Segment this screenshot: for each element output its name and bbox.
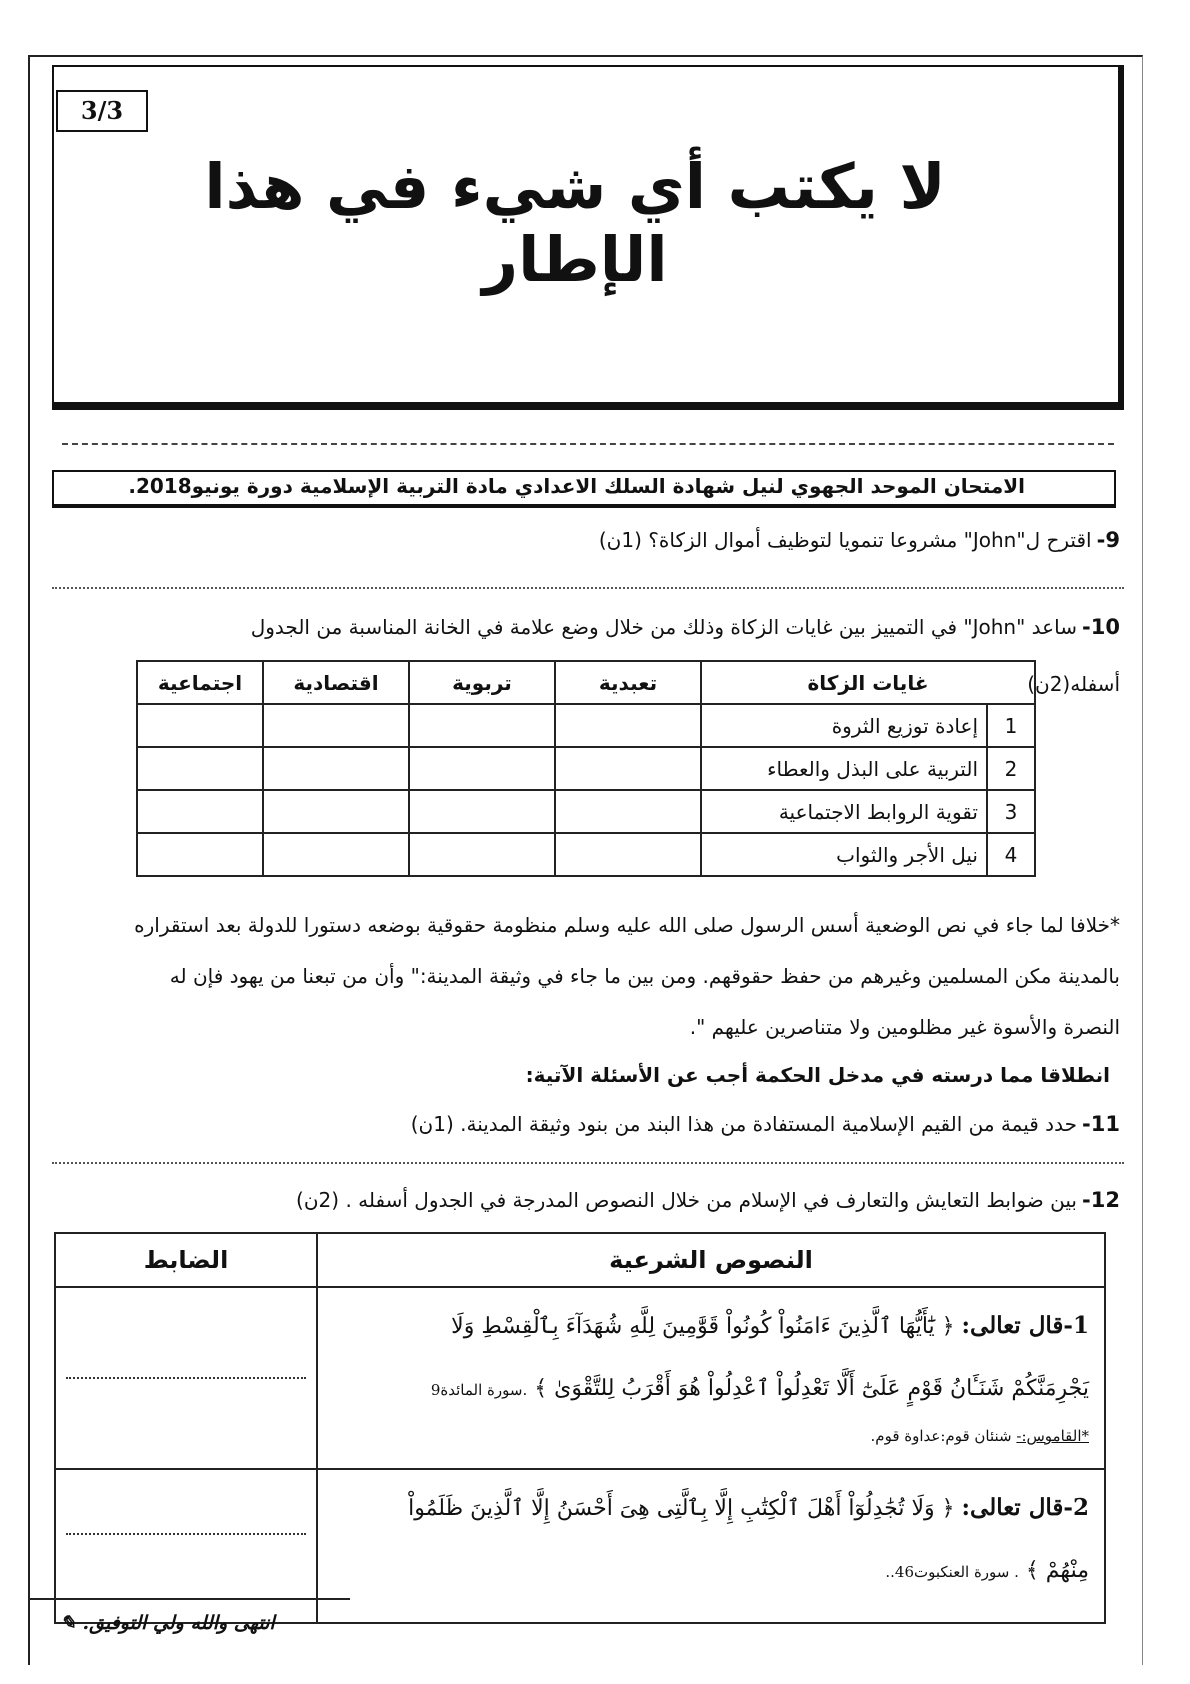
row-number: 3 [987,790,1035,833]
mark-cell[interactable] [555,747,701,790]
header-devotional: تعبدية [555,661,701,704]
mark-cell[interactable] [409,747,555,790]
cut-line [62,443,1114,445]
verse-text: يَجْرِمَنَّكُمْ شَنَـَٔانُ قَوْمٍ عَلَىٰٓ أَلَّا تَعْدِلُواْ ٱعْدِلُواْ هُوَ أَقْرَبُ لِلتَّقْوَىٰ ﴾ [534,1376,1089,1401]
question-text: ساعد "John" في التمييز بين غايات الزكاة وذلك من خلال وضع علامة في الخانة المناسبة من الجدول [250,615,1077,639]
row-goal: نيل الأجر والثواب [701,833,987,876]
question-number: 11- [1082,1112,1120,1136]
verse-block [319,1471,1103,1603]
table-row [55,1287,1105,1469]
verse-text: ﴿ يَٰٓأَيُّهَا ٱلَّذِينَ ءَامَنُواْ كُونُواْ قَوَّٰمِينَ لِلَّهِ شُهَدَآءَ بِٱلْقِسْطِ وَلَا [451,1314,955,1339]
header-educational: تربوية [409,661,555,704]
zakat-goals-table [136,660,1036,877]
table-row [137,704,1035,747]
dictionary-label: *القاموس:- [1016,1427,1089,1445]
header-goals: غايات الزكاة [701,661,1035,704]
closing-note: انتهى والله ولي التوفيق. ✎ [60,1612,275,1634]
mark-cell[interactable] [409,790,555,833]
verse-block [319,1289,1103,1451]
exam-title: الامتحان الموحد الجهوي لنيل شهادة السلك الاعدادي مادة التربية الإسلامية دورة يونيو2018. [128,474,1025,498]
table-row [137,790,1035,833]
verse-line [333,1295,1089,1358]
passage-line: بالمدينة مكن المسلمين وغيرهم من حفظ حقوقهم. ومن بين ما جاء في وثيقة المدينة:" وأن من تبعنا من يهود فإن له [169,964,1120,988]
table-header-row [55,1233,1105,1287]
row-number: 2 [987,747,1035,790]
mark-cell[interactable] [137,790,263,833]
row-number: 4 [987,833,1035,876]
row-number: 1 [987,704,1035,747]
table-row [137,747,1035,790]
verse-line [333,1540,1089,1603]
question-9 [60,528,1120,552]
passage-line: النصرة والأسوة غير مظلومين ولا متناصرين عليهم ". [689,1015,1120,1039]
verse-text: مِنْهُمْ ﴾ [1025,1558,1089,1583]
answer-line[interactable] [52,587,1124,589]
closing-rule [30,1598,350,1600]
question-11 [60,1112,1120,1136]
passage-line: *خلافا لما جاء في نص الوضعية أسس الرسول صلى الله عليه وسلم منظومة حقوقية بوضعه دستورا للدولة بعد استقراره [134,913,1120,937]
mark-cell[interactable] [555,833,701,876]
question-10 [50,615,1120,639]
verse-label: 2-قال تعالى: [961,1494,1089,1521]
mark-cell[interactable] [137,747,263,790]
mark-cell[interactable] [409,704,555,747]
answer-line[interactable] [66,1377,306,1379]
verse-line [333,1358,1089,1421]
table-row [137,833,1035,876]
answer-line[interactable] [66,1533,306,1535]
mark-cell[interactable] [555,704,701,747]
question-text: اقترح ل"John" مشروعا تنمويا لتوظيف أموال الزكاة؟ (1ن) [598,528,1092,552]
dictionary-text: شنئان قوم:عداوة قوم. [870,1427,1012,1445]
verse-reference: .سورة المائدة9 [430,1381,528,1399]
row-goal: تقوية الروابط الاجتماعية [701,790,987,833]
verse-cell [317,1287,1105,1469]
mark-cell[interactable] [555,790,701,833]
mark-cell[interactable] [263,747,409,790]
question-12 [60,1188,1120,1212]
mark-cell[interactable] [409,833,555,876]
answer-line[interactable] [52,1162,1124,1164]
question-number: 10- [1082,615,1120,639]
verse-text: ﴿ وَلَا تُجَٰدِلُوٓاْ أَهْلَ ٱلْكِتَٰبِ إِلَّا بِٱلَّتِى هِىَ أَحْسَنُ إِلَّا ٱلَّذِينَ ظَلَمُواْ [408,1496,955,1521]
table-header-row [137,661,1035,704]
sharia-texts-table [54,1232,1106,1624]
question-text: بين ضوابط التعايش والتعارف في الإسلام من خلال النصوص المدرجة في الجدول أسفله . (2ن) [296,1188,1077,1212]
header-social: اجتماعية [137,661,263,704]
verse-line [333,1477,1089,1540]
verse-reference: . سورة العنكبوت46.. [885,1563,1019,1581]
mark-cell[interactable] [263,833,409,876]
question-text: حدد قيمة من القيم الإسلامية المستفادة من هذا البند من بنود وثيقة المدينة. (1ن) [410,1112,1077,1136]
dictionary-note [333,1421,1089,1451]
verse-cell [317,1469,1105,1623]
verse-label: 1-قال تعالى: [961,1312,1089,1339]
header-texts: النصوص الشرعية [317,1233,1105,1287]
mark-cell[interactable] [263,790,409,833]
passage [48,900,1120,1053]
instruction: انطلاقا مما درسته في مدخل الحكمة أجب عن الأسئلة الآتية: [525,1063,1110,1087]
mark-cell[interactable] [263,704,409,747]
question-number: 12- [1082,1188,1120,1212]
question-10-points: أسفله(2ن) [1027,672,1120,696]
answer-cell[interactable] [55,1287,317,1469]
mark-cell[interactable] [137,704,263,747]
mark-cell[interactable] [137,833,263,876]
page-number: 3/3 [56,90,148,132]
row-goal: التربية على البذل والعطاء [701,747,987,790]
question-number: 9- [1096,528,1120,552]
header-rule: الضابط [55,1233,317,1287]
do-not-write-notice: لا يكتب أي شيء في هذا الإطار [204,150,946,296]
header-economic: اقتصادية [263,661,409,704]
row-goal: إعادة توزيع الثروة [701,704,987,747]
